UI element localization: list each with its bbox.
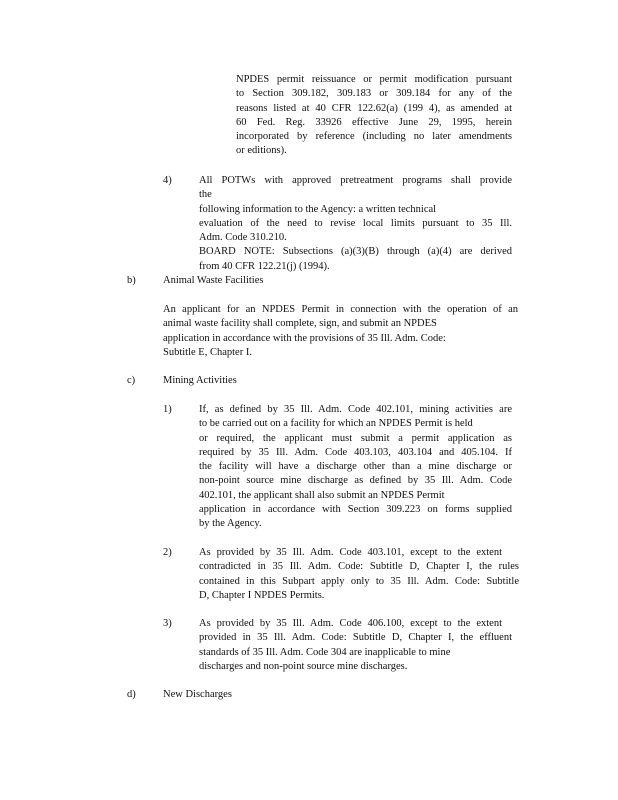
text-line: D, Chapter I NPDES Permits. (199, 589, 325, 601)
text-line: non-point source mine discharge as defined by 35 Ill. Adm. Code (199, 475, 512, 487)
section-label: b) (127, 275, 136, 286)
section-b-paragraph (163, 303, 518, 360)
item-a4-paragraph (199, 174, 512, 274)
text-line: incorporated by reference (including no later amendments (236, 131, 512, 143)
text-line: to be carried out on a facility for which an NPDES Permit is held (199, 418, 473, 430)
section-label: d) (127, 689, 136, 700)
text-line: following information to the Agency: a written technical (199, 203, 437, 215)
item-label: 3) (163, 618, 172, 629)
text-line: As provided by 35 Ill. Adm. Code 403.101, except to the extent (199, 547, 502, 558)
text-line: As provided by 35 Ill. Adm. Code 406.100, except to the extent (199, 618, 502, 629)
text-line: An applicant for an NPDES Permit in connection with the operation of an (163, 304, 518, 315)
section-heading: Mining Activities (163, 375, 237, 386)
item-c3-paragraph (199, 617, 512, 674)
text-line: by the Agency. (199, 518, 262, 530)
text-line: the (199, 189, 212, 201)
text-line: NPDES permit reissuance or permit modification pursuant (236, 74, 512, 85)
text-line: contradicted in 35 Ill. Adm. Code: Subtitle D, Chapter I, the rules (199, 561, 519, 573)
item-label: 1) (163, 404, 172, 415)
text-line: Subtitle E, Chapter I. (163, 346, 252, 358)
section-label: c) (127, 375, 136, 386)
text-line: contained in this Subpart apply only to 35 Ill. Adm. Code: Subtitle (199, 575, 519, 587)
text-line: If, as defined by 35 Ill. Adm. Code 402.101, mining activities are (199, 404, 512, 415)
item-label: 4) (163, 175, 172, 186)
item-c1-paragraph (199, 403, 512, 532)
text-line: application in accordance with the provisions of 35 Ill. Adm. Code: (163, 332, 446, 344)
section-heading: Animal Waste Facilities (163, 275, 264, 286)
item-label: 2) (163, 547, 172, 558)
section-heading: New Discharges (163, 689, 232, 700)
text-line: reasons listed at 40 CFR 122.62(a) (199 4), as amended at (236, 102, 512, 114)
text-line: Adm. Code 310.210. (199, 232, 287, 244)
text-line: or editions). (236, 145, 287, 157)
text-line: required by 35 Ill. Adm. Code 403.103, 403.104 and 405.104. If (199, 446, 512, 458)
text-line: 60 Fed. Reg. 33926 effective June 29, 1995, herein (236, 116, 512, 128)
text-line: BOARD NOTE: Subsections (a)(3)(B) through (a)(4) are derived (199, 246, 512, 258)
text-line: animal waste facility shall complete, sign, and submit an NPDES (163, 318, 437, 330)
text-line: to Section 309.182, 309.183 or 309.184 for any of the (236, 88, 512, 100)
text-line: from 40 CFR 122.21(j) (1994). (199, 260, 330, 272)
text-line: or required, the applicant must submit a permit application as (199, 432, 512, 444)
text-line: provided in 35 Ill. Adm. Code: Subtitle D, Chapter I, the effluent (199, 632, 512, 644)
text-line: application in accordance with Section 309.223 on forms supplied (199, 504, 512, 516)
item-c2-paragraph (199, 546, 519, 603)
text-line: All POTWs with approved pretreatment programs shall provide (199, 175, 512, 186)
text-line: evaluation of the need to revise local limits pursuant to 35 Ill. (199, 217, 512, 229)
text-line: discharges and non-point source mine discharges. (199, 660, 408, 672)
text-line: the facility will have a discharge other than a mine discharge or (199, 461, 512, 473)
continuation-paragraph (236, 73, 512, 159)
text-line: 402.101, the applicant shall also submit an NPDES Permit (199, 489, 445, 501)
text-line: standards of 35 Ill. Adm. Code 304 are inapplicable to mine (199, 646, 451, 658)
